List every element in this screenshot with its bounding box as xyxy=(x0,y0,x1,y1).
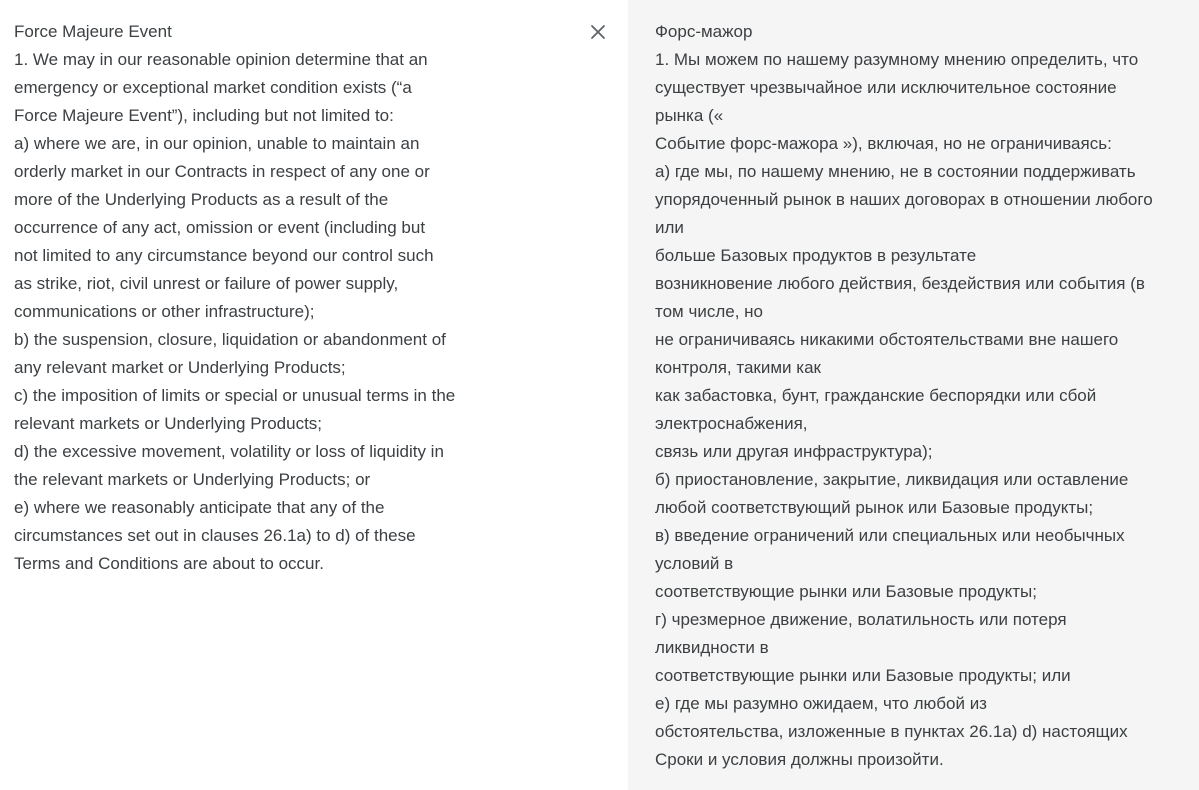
source-text-line: Force Majeure Event xyxy=(14,22,172,41)
source-text-line: as strike, riot, civil unrest or failure of power supply, xyxy=(14,274,399,293)
translated-text-line: связь или другая инфраструктура); xyxy=(655,442,933,461)
translated-text-line: г) чрезмерное движение, волатильность или потеря xyxy=(655,610,1067,629)
translated-text-line: не ограничиваясь никакими обстоятельствами вне нашего xyxy=(655,330,1119,349)
translated-text-line: в) введение ограничений или специальных или необычных xyxy=(655,526,1125,545)
translated-text-line: контроля, такими как xyxy=(655,358,821,377)
translated-text-line: больше Базовых продуктов в результате xyxy=(655,246,977,265)
source-text-line: the relevant markets or Underlying Products; or xyxy=(14,470,371,489)
source-text-line: emergency or exceptional market condition exists (“a xyxy=(14,78,412,97)
source-text-line: 1. We may in our reasonable opinion determine that an xyxy=(14,50,428,69)
translated-text-line: Форс-мажор xyxy=(655,22,753,41)
translated-text-line: Сроки и условия должны произойти. xyxy=(655,750,944,769)
translated-text-line: соответствующие рынки или Базовые продукты; xyxy=(655,582,1037,601)
source-text-line: communications or other infrastructure); xyxy=(14,302,315,321)
source-text-line: circumstances set out in clauses 26.1a) to d) of these xyxy=(14,526,416,545)
source-text-line: c) the imposition of limits or special or unusual terms in the xyxy=(14,386,456,405)
translated-text-line: как забастовка, бунт, гражданские беспорядки или сбой xyxy=(655,386,1097,405)
source-text-line: not limited to any circumstance beyond our control such xyxy=(14,246,434,265)
source-text-line: d) the excessive movement, volatility or loss of liquidity in xyxy=(14,442,444,461)
source-text-line: Force Majeure Event”), including but not limited to: xyxy=(14,106,394,125)
translated-text-line: условий в xyxy=(655,554,734,573)
translated-text-line: б) приостановление, закрытие, ликвидация или оставление xyxy=(655,470,1129,489)
translated-text-line: электроснабжения, xyxy=(655,414,808,433)
translated-text-line: возникновение любого действия, бездействия или события (в xyxy=(655,274,1145,293)
translated-text-line: а) где мы, по нашему мнению, не в состоянии поддерживать xyxy=(655,162,1136,181)
translated-text-line: том числе, но xyxy=(655,302,763,321)
clear-source-button[interactable] xyxy=(584,18,612,46)
translated-text-line: рынка (« xyxy=(655,106,724,125)
close-icon xyxy=(590,24,606,40)
source-text-line: occurrence of any act, omission or event (including but xyxy=(14,218,426,237)
translated-text-line: 1. Мы можем по нашему разумному мнению определить, что xyxy=(655,50,1139,69)
translated-text-panel xyxy=(628,0,1199,790)
source-text-line: orderly market in our Contracts in respect of any one or xyxy=(14,162,430,181)
source-text-line: e) where we reasonably anticipate that any of the xyxy=(14,498,385,517)
source-text-line: Terms and Conditions are about to occur. xyxy=(14,554,324,573)
source-text xyxy=(14,18,628,578)
translated-text-line: е) где мы разумно ожидаем, что любой из xyxy=(655,694,987,713)
source-text-line: a) where we are, in our opinion, unable to maintain an xyxy=(14,134,420,153)
translated-text-line: существует чрезвычайное или исключительное состояние xyxy=(655,78,1117,97)
translated-text-line: ликвидности в xyxy=(655,638,769,657)
source-text-line: b) the suspension, closure, liquidation or abandonment of xyxy=(14,330,446,349)
source-text-line: relevant markets or Underlying Products; xyxy=(14,414,323,433)
source-text-line: any relevant market or Underlying Products; xyxy=(14,358,346,377)
translated-text-line: или xyxy=(655,218,684,237)
translated-text-line: соответствующие рынки или Базовые продукты; или xyxy=(655,666,1071,685)
source-text-line: more of the Underlying Products as a result of the xyxy=(14,190,389,209)
translated-text-line: упорядоченный рынок в наших договорах в отношении любого xyxy=(655,190,1153,209)
translated-text-line: обстоятельства, изложенные в пунктах 26.1а) d) настоящих xyxy=(655,722,1128,741)
translated-text-line: Событие форс-мажора »), включая, но не ограничиваясь: xyxy=(655,134,1112,153)
translated-text xyxy=(655,18,1199,774)
translated-text-line: любой соответствующий рынок или Базовые продукты; xyxy=(655,498,1094,517)
